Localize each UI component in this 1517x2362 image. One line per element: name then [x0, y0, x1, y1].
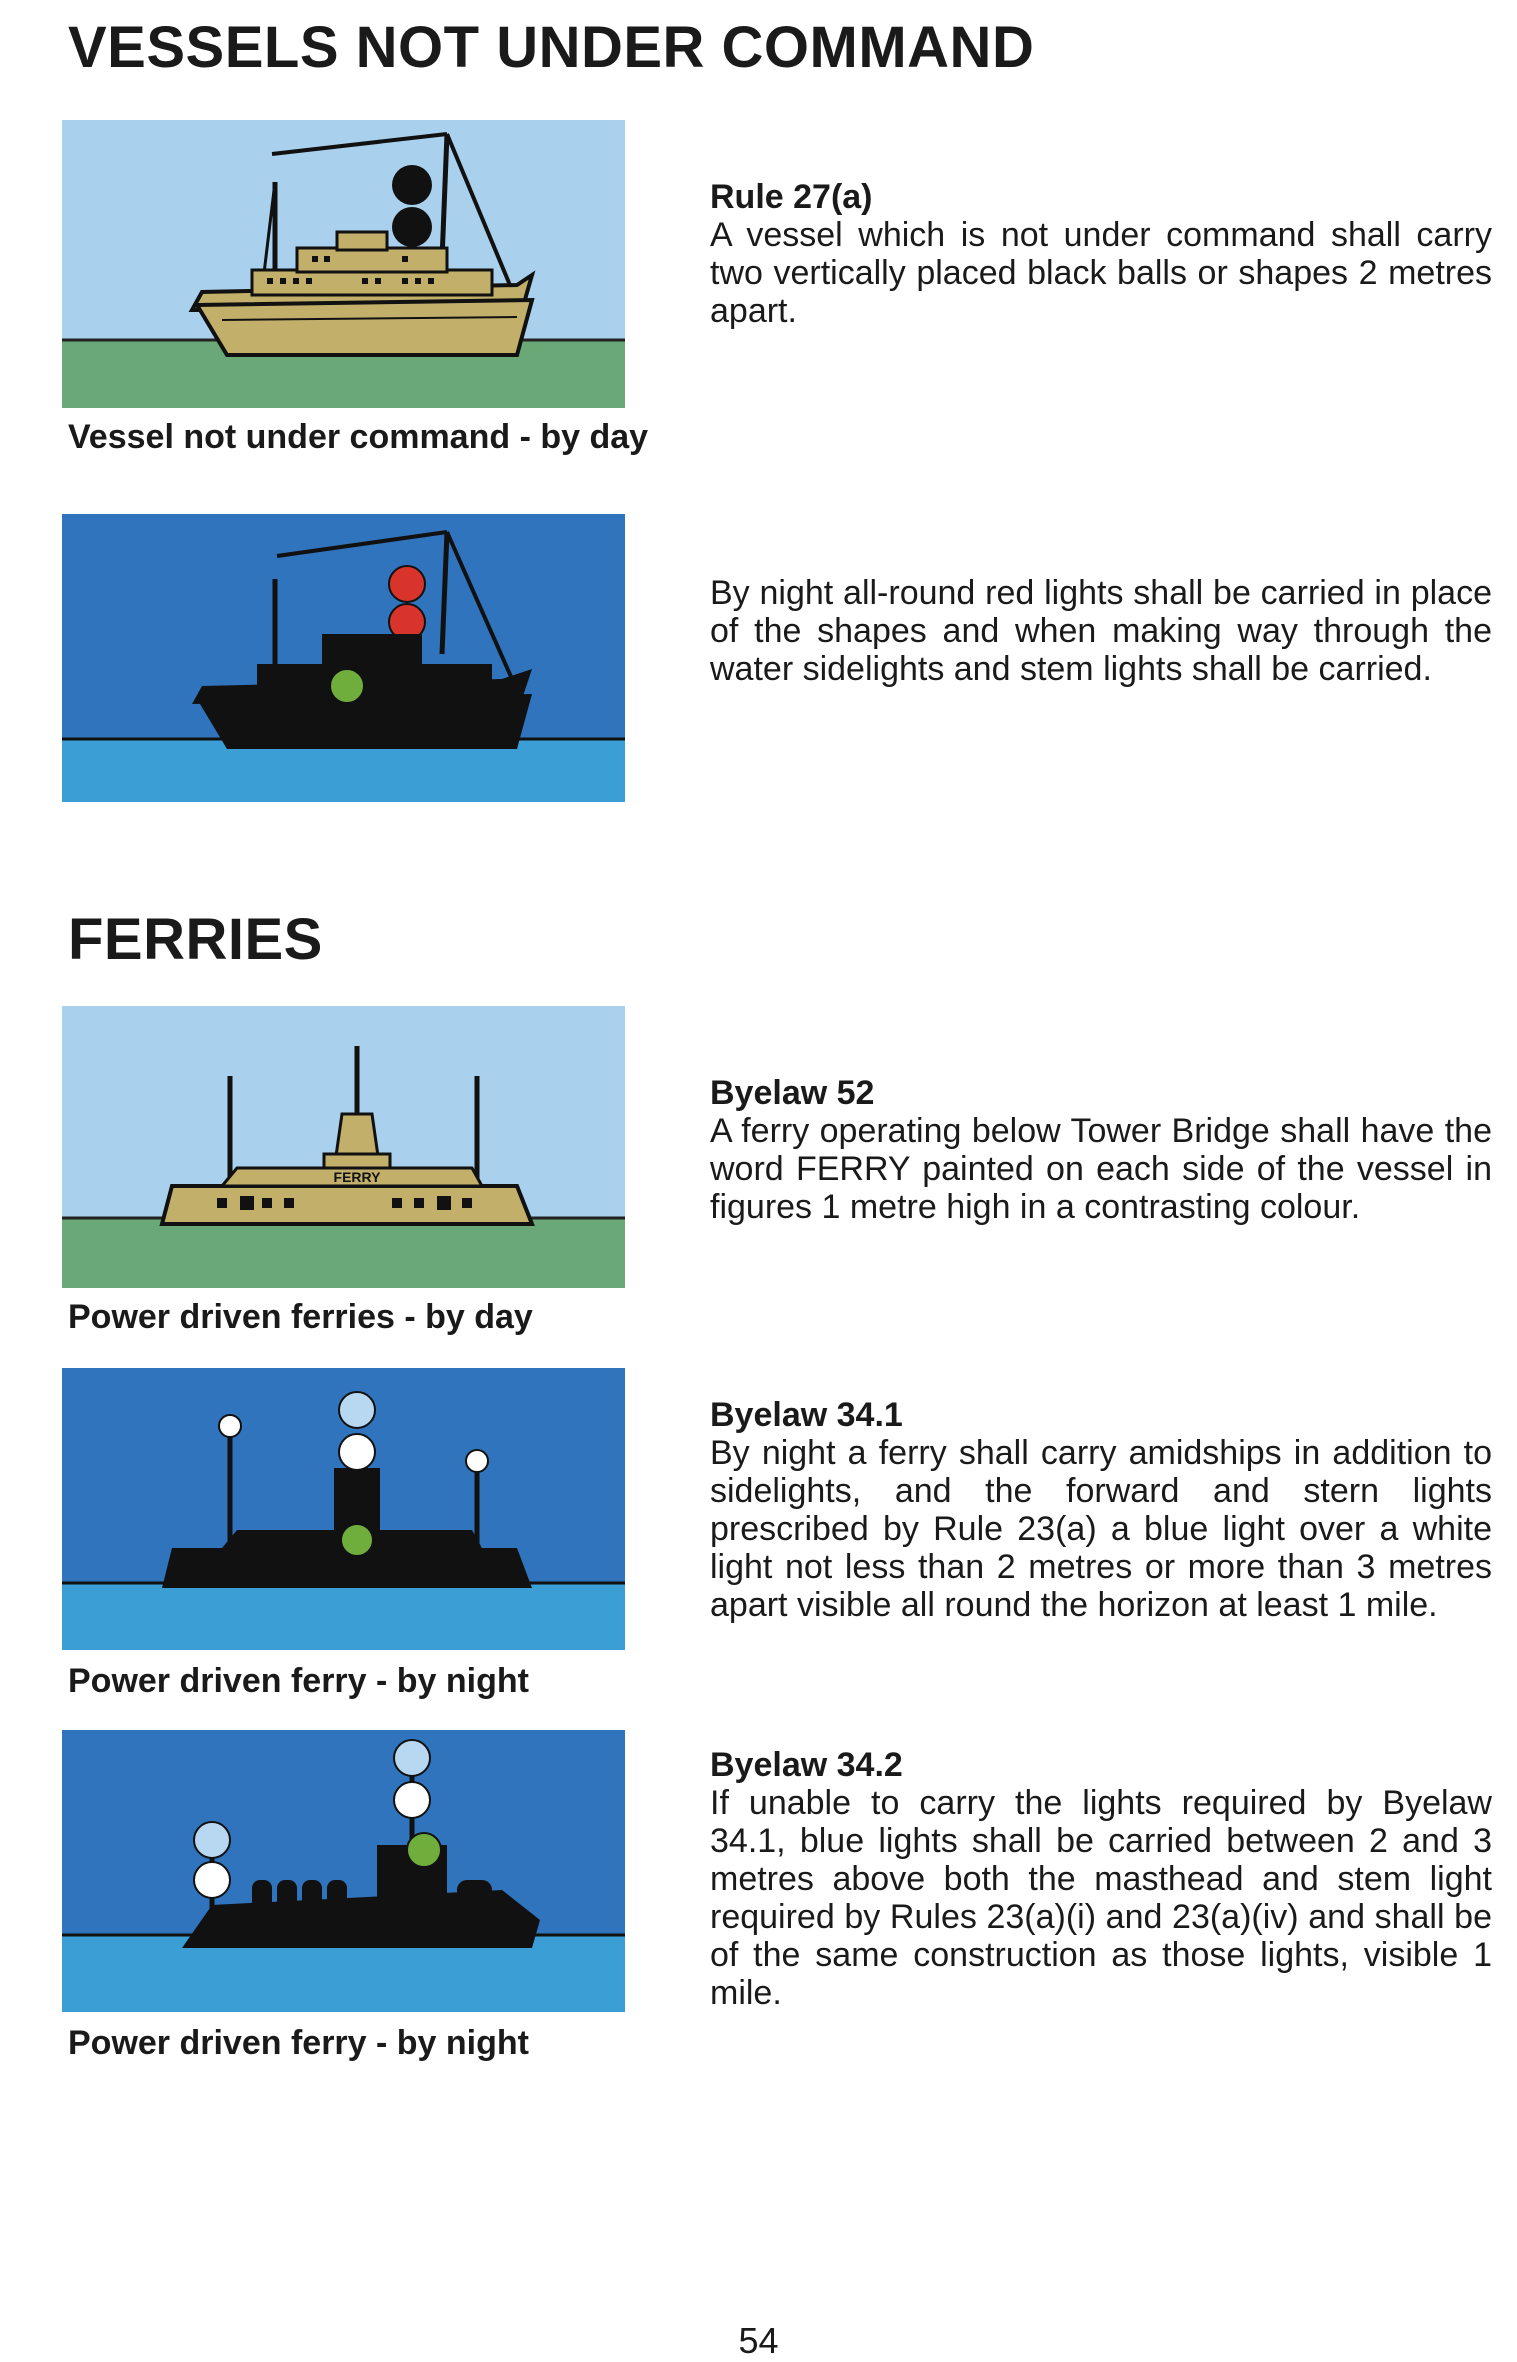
ferry-night-icon	[62, 1368, 625, 1650]
rule-body: If unable to carry the lights required by Byelaw 34.1, blue lights shall be carried between 2 and 3 metres above both the masthead and stem light required by Rules 23(a)(i) and 23(a)(iv) and shall be of the same construction as those lights, visible 1 mile.	[710, 1784, 1492, 2012]
rule-body: By night a ferry shall carry amidships in addition to sidelights, and the forward and stern lights prescribed by Rule 23(a) a blue light over a white light not less than 2 metres or more than 3 metres apart visible all round the horizon at least 1 mile.	[710, 1434, 1492, 1624]
ship-night-icon	[62, 514, 625, 802]
ferry-night-alt-icon	[62, 1730, 625, 2012]
caption-p5: Power driven ferry - by night	[68, 2024, 529, 2062]
ship-day-icon	[62, 120, 625, 408]
caption-p1: Vessel not under command - by day	[68, 418, 649, 456]
caption-p3: Power driven ferries - by day	[68, 1298, 533, 1336]
rule-title: Rule 27(a)	[710, 178, 873, 216]
ferry-hull-text: FERRY	[333, 1169, 381, 1185]
rule-title: Byelaw 34.1	[710, 1396, 903, 1434]
rule-nuc-night	[710, 574, 1492, 688]
rule-title: Byelaw 52	[710, 1074, 875, 1112]
rule-27a	[710, 178, 1492, 330]
ferry-day-icon	[62, 1006, 625, 1288]
section-heading-nuc: VESSELS NOT UNDER COMMAND	[68, 15, 1035, 80]
page-number: 54	[738, 2320, 779, 2361]
rule-body: A ferry operating below Tower Bridge shall have the word FERRY painted on each side of the vessel in figures 1 metre high in a contrasting colour.	[710, 1112, 1492, 1226]
rule-body: By night all-round red lights shall be carried in place of the shapes and when making way through the water sidelights and stem lights shall be carried.	[710, 574, 1492, 688]
byelaw-34-1	[710, 1396, 1492, 1624]
rule-title: Byelaw 34.2	[710, 1746, 903, 1784]
caption-p4: Power driven ferry - by night	[68, 1662, 529, 1700]
byelaw-52	[710, 1074, 1492, 1226]
rule-body: A vessel which is not under command shall carry two vertically placed black balls or shapes 2 metres apart.	[710, 216, 1492, 330]
byelaw-34-2	[710, 1746, 1492, 2012]
section-heading-ferries: FERRIES	[68, 907, 323, 972]
